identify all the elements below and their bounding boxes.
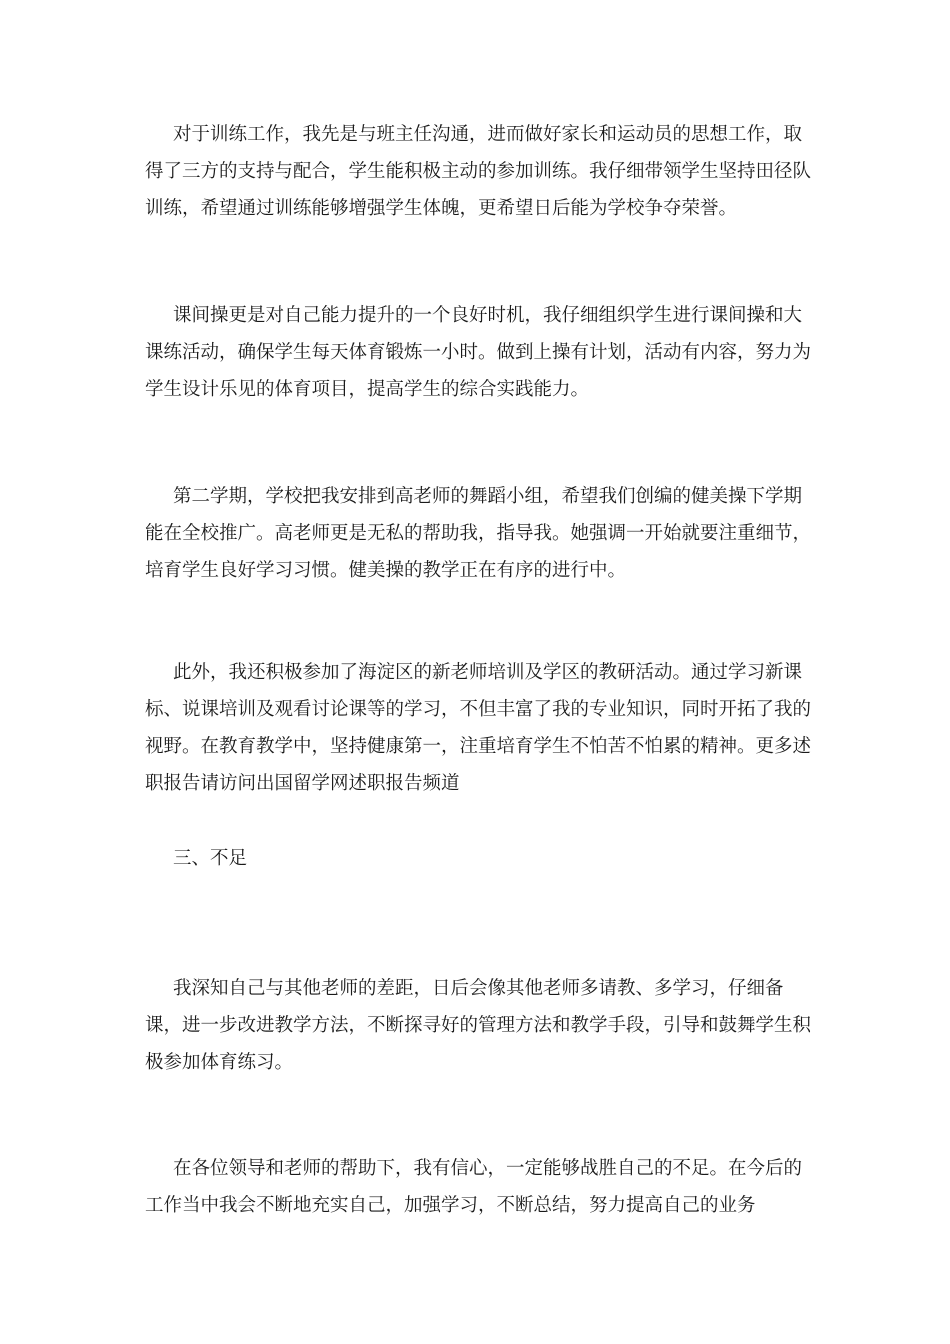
paragraph-second-semester: 第二学期，学校把我安排到高老师的舞蹈小组，希望我们创编的健美操下学期能在全校推广。高老师更是无私的帮助我，指导我。她强调一开始就要注重细节，培育学生良好学习习惯。健美操的教学正在有序的进行中。 [145, 486, 812, 581]
paragraph-commitment: 在各位领导和老师的帮助下，我有信心，一定能够战胜自己的不足。在今后的工作当中我会不断地充实自己，加强学习，不断总结，努力提高自己的业务 [145, 1158, 803, 1216]
paragraph-training-work: 对于训练工作，我先是与班主任沟通，进而做好家长和运动员的思想工作，取得了三方的支持与配合，学生能积极主动的参加训练。我仔细带领学生坚持田径队训练，希望通过训练能够增强学生体魄，更希望日后能为学校争夺荣誉。 [145, 124, 812, 219]
paragraph-self-reflection: 我深知自己与其他老师的差距，日后会像其他老师多请教、多学习，仔细备课，进一步改进教学方法，不断探寻好的管理方法和教学手段，引导和鼓舞学生积极参加体育练习。 [145, 978, 812, 1073]
paragraph-training-activities: 此外，我还积极参加了海淀区的新老师培训及学区的教研活动。通过学习新课标、说课培训及观看讨论课等的学习，不但丰富了我的专业知识，同时开拓了我的视野。在教育教学中，坚持健康第一，注重培育学生不怕苦不怕累的精神。更多述职报告请访问出国留学网述职报告频道 [145, 662, 812, 794]
section-heading-shortcomings: 三、不足 [173, 848, 248, 869]
paragraph-exercise-break: 课间操更是对自己能力提升的一个良好时机，我仔细组织学生进行课间操和大课练活动，确保学生每天体育锻炼一小时。做到上操有计划，活动有内容，努力为学生设计乐见的体育项目，提高学生的综合实践能力。 [145, 305, 812, 400]
